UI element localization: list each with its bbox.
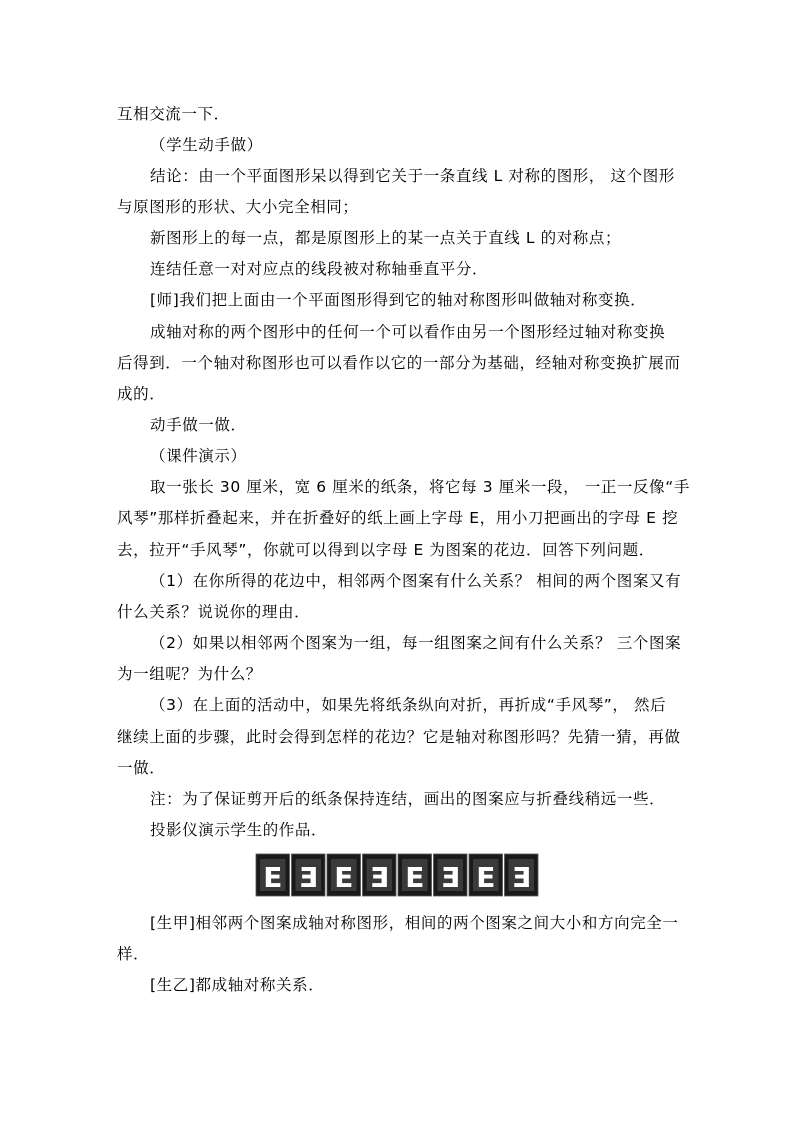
text-line: 成的．: [117, 385, 166, 403]
pattern-letter: Ǝ: [369, 861, 389, 894]
text-line: 取一张长 30 厘米，宽 6 厘米的纸条，将它每 3 厘米一段， 一正一反像“手: [150, 478, 690, 496]
text-line: 成轴对称的两个图形中的任何一个可以看作由另一个图形经过轴对称变换: [150, 323, 666, 341]
pattern-letter: E: [405, 861, 425, 894]
letter-e-border-figure: [255, 850, 539, 900]
pattern-letter: Ǝ: [511, 861, 531, 894]
text-line: （3）在上面的活动中，如果先将纸条纵向对折，再折成“手风琴”， 然后: [150, 696, 667, 714]
text-line: 一做．: [117, 759, 166, 777]
text-line: [生乙]都成轴对称关系．: [150, 976, 325, 994]
text-line: （课件演示）: [150, 447, 247, 465]
text-line: 结论：由一个平面图形呆以得到它关于一条直线 L 对称的图形， 这个图形: [150, 167, 675, 185]
text-line: 样．: [117, 945, 150, 963]
pattern-letter: Ǝ: [440, 861, 460, 894]
text-line: 为一组呢？为什么？: [117, 665, 262, 683]
text-line: 注：为了保证剪开后的纸条保持连结，画出的图案应与折叠线稍远一些．: [150, 790, 666, 808]
text-line: 与原图形的形状、大小完全相同；: [117, 198, 359, 216]
text-line: 连结任意一对对应点的线段被对称轴垂直平分．: [150, 260, 489, 278]
text-line: 什么关系？说说你的理由．: [117, 603, 311, 621]
text-line: 继续上面的步骤，此时会得到怎样的花边？它是轴对称图形吗？先猜一猜，再做: [117, 728, 681, 746]
pattern-letter: E: [476, 861, 496, 894]
text-line: 动手做一做．: [150, 416, 247, 434]
pattern-letter: Ǝ: [298, 861, 318, 894]
text-line: 投影仪演示学生的作品．: [150, 821, 328, 839]
pattern-letter: E: [263, 861, 283, 894]
text-line: 新图形上的每一点，都是原图形上的某一点关于直线 L 的对称点；: [150, 229, 622, 247]
text-line: 风琴”那样折叠起来，并在折叠好的纸上画上字母 E，用小刀把画出的字母 E 挖: [117, 509, 679, 527]
text-line: 互相交流一下．: [117, 105, 230, 123]
pattern-letter: E: [334, 861, 354, 894]
text-line: 去，拉开“手风琴”，你就可以得到以字母 E 为图案的花边．回答下列问题．: [117, 541, 655, 559]
text-line: [师]我们把上面由一个平面图形得到它的轴对称图形叫做轴对称变换．: [150, 291, 647, 309]
text-line: （学生动手做）: [150, 136, 263, 154]
text-line: 后得到．一个轴对称图形也可以看作以它的一部分为基础，经轴对称变换扩展而: [117, 354, 681, 372]
text-line: [生甲]相邻两个图案成轴对称图形，相间的两个图案之间大小和方向完全一: [150, 914, 679, 932]
text-line: （1）在你所得的花边中，相邻两个图案有什么关系？ 相间的两个图案又有: [150, 572, 682, 590]
text-line: （2）如果以相邻两个图案为一组，每一组图案之间有什么关系？ 三个图案: [150, 634, 682, 652]
